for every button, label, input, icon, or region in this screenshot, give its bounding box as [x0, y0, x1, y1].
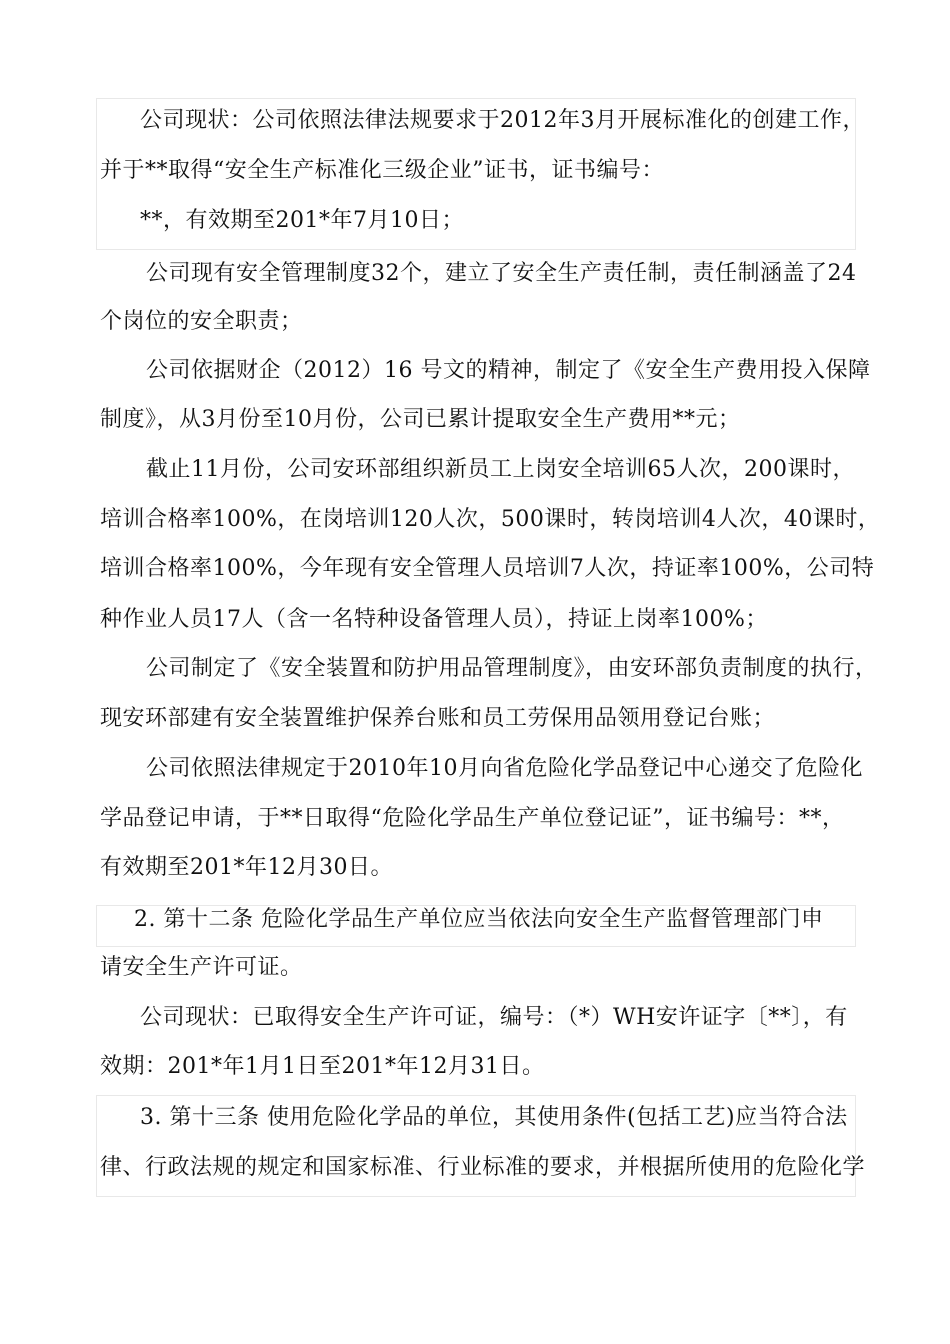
text-line: 公司现状：公司依照法律法规要求于2012年3月开展标准化的创建工作， [140, 108, 865, 133]
text-line: 公司依据财企（2012）16 号文的精神，制定了《安全生产费用投入保障 [146, 358, 871, 383]
text-line: 效期：201*年1月1日至201*年12月31日。 [100, 1054, 545, 1079]
text-line: 个岗位的安全职责； [100, 309, 303, 334]
text-line: 请安全生产许可证。 [100, 955, 303, 980]
text-line: 律、行政法规的规定和国家标准、行业标准的要求，并根据所使用的危险化学 [100, 1155, 866, 1180]
text-line: 公司依照法律规定于2010年10月向省危险化学品登记中心递交了危险化 [146, 756, 863, 781]
text-line: 制度》，从3月份至10月份，公司已累计提取安全生产费用**元； [100, 407, 741, 432]
text-line: 种作业人员17人（含一名特种设备管理人员），持证上岗率100%； [100, 607, 768, 632]
text-line: 有效期至201*年12月30日。 [100, 855, 393, 880]
text-line: 学品登记申请，于**日取得“危险化学品生产单位登记证”，证书编号：**， [100, 806, 845, 831]
text-line: 公司现有安全管理制度32个，建立了安全生产责任制，责任制涵盖了24 [146, 261, 857, 286]
text-line: 2. 第十二条 危险化学品生产单位应当依法向安全生产监督管理部门申 [134, 907, 824, 932]
text-line: 培训合格率100%，今年现有安全管理人员培训7人次，持证率100%，公司特 [100, 556, 875, 581]
text-line: 3. 第十三条 使用危险化学品的单位，其使用条件(包括工艺)应当符合法 [140, 1105, 848, 1130]
text-line: 现安环部建有安全装置维护保养台账和员工劳保用品领用登记台账； [100, 706, 776, 731]
text-line: **，有效期至201*年7月10日； [140, 208, 464, 233]
text-line: 公司制定了《安全装置和防护用品管理制度》，由安环部负责制度的执行， [146, 656, 878, 681]
text-line: 截止11月份，公司安环部组织新员工上岗安全培训65人次，200课时， [146, 457, 855, 482]
text-line: 公司现状：已取得安全生产许可证，编号：（*）WH安许证字〔**〕，有 [140, 1005, 848, 1030]
text-line: 并于**取得“安全生产标准化三级企业”证书，证书编号： [100, 158, 664, 183]
text-line: 培训合格率100%，在岗培训120人次，500课时，转岗培训4人次，40课时， [100, 507, 881, 532]
